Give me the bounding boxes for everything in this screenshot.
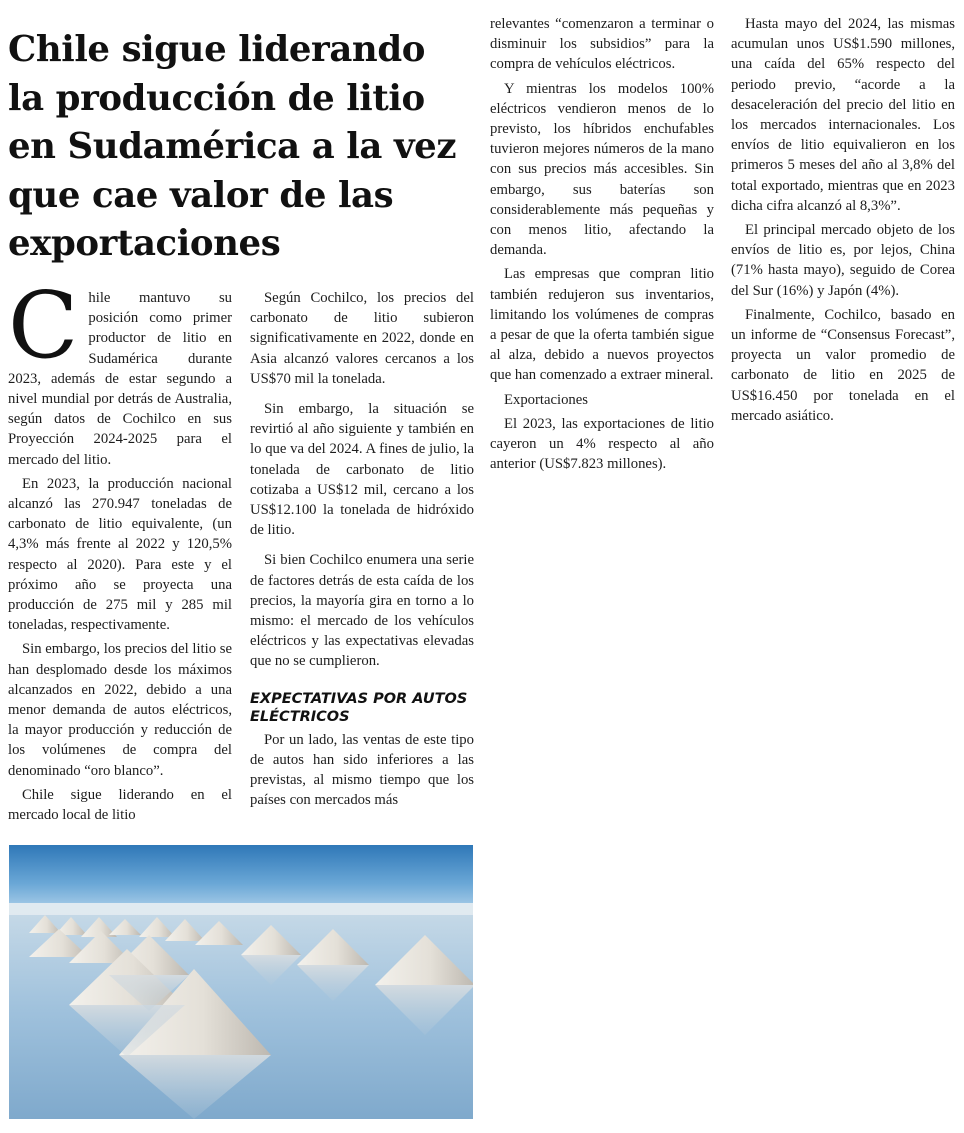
section-subheading: EXPECTATIVAS POR AUTOS ELÉCTRICOS <box>250 690 468 725</box>
section-label: Exportaciones <box>504 391 589 408</box>
headline: Chile sigue liderando la producción de litio en Sudamérica a la vez que cae valor de las exportaciones <box>8 29 457 264</box>
paragraph: Sin embargo, los precios del litio se han desplomado desde los máximos alcanzados en 2022, debido a una menor demanda de autos eléctricos, la mayor producción y reducción de los volúmenes de compra del denominado “oro blanco”. <box>8 641 232 779</box>
paragraph: Si bien Cochilco enumera una serie de factores detrás de esta caída de los precios, la mayoría gira en torno a lo mismo: el mercado de los vehículos eléctricos y las expectativas elevadas que no se cumplieron. <box>250 552 474 670</box>
paragraph: Por un lado, las ventas de este tipo de autos han sido inferiores a las previstas, al mismo tiempo que los países con mercados más <box>250 731 474 809</box>
paragraph: Según Cochilco, los precios del carbonato de litio subieron significativamente en 2022, donde en Asia alcanzó valores cercanos a los US$70 mil la tonelada. <box>250 290 474 387</box>
paragraph: El principal mercado objeto de los envíos de litio es, por lejos, China (71% hasta mayo), seguido de Corea del Sur (16%) y Japón (4%). <box>731 222 955 299</box>
paragraph: Las empresas que compran litio también redujeron sus inventarios, limitando los volúmenes de compras a pesar de que la oferta también sigue al alza, debido a nuevos proyectos que han comenzado a extraer mineral. <box>490 266 714 384</box>
drop-cap: C <box>8 272 79 379</box>
paragraph: Sin embargo, la situación se revirtió al año siguiente y también en lo que va del 2024. A fines de julio, la tonelada de carbonato de litio cotizaba a US$12 mil, cercano a los US$12.100 la tonelada de hidróxido de litio. <box>250 401 474 539</box>
article-column-1 <box>8 272 232 829</box>
article-column-2 <box>250 288 474 814</box>
article-column-3 <box>490 14 714 478</box>
paragraph: Finalmente, Cochilco, basado en un informe de “Consensus Forecast”, proyecta un valor promedio de carbonato de litio en 2025 de US$16.450 por tonelada en el mercado asiático. <box>731 306 955 424</box>
paragraph: Y mientras los modelos 100% eléctricos vendieron menos de lo previsto, los híbridos enchufables tuvieron mejores números de la mano con sus precios más accesibles. Sin embargo, sus baterías son considerablemente más pequeñas y con menos litio, afectando la demanda. <box>490 80 714 259</box>
paragraph-text: hile mantuvo su posición como primer productor de litio en Sudamérica durante 2023, además de estar segundo a nivel mundial por detrás de Australia, según datos de Cochilco en sus Proyección 2024-2025 para el mercado del litio. <box>8 290 232 468</box>
paragraph: Chile sigue liderando en el mercado local de litio <box>8 786 232 824</box>
paragraph <box>8 272 232 470</box>
article-column-4 <box>731 14 955 430</box>
salt-piles-icon <box>9 845 473 1119</box>
paragraph: Hasta mayo del 2024, las mismas acumulan unos US$1.590 millones, una caída del 65% respecto del periodo previo, “acorde a la desaceleración del precio del litio en los mercados internacionales. Los envíos de litio equivalieron en los primeros 5 meses del año al 3,8% del total exportado, mientras que en 2023 dicha cifra alcanzó al 8,3%”. <box>731 16 955 214</box>
paragraph: relevantes “comenzaron a terminar o disminuir los subsidios” para la compra de vehículos eléctricos. <box>490 16 714 73</box>
salt-flat-photo <box>9 845 473 1119</box>
paragraph: En 2023, la producción nacional alcanzó las 270.947 toneladas de carbonato de litio equivalente, (un 4,3% más frente al 2022 y 120,5% respecto al 2020). Para este y el próximo año se proyecta una producción de 275 mil y 285 mil toneladas, respectivamente. <box>8 475 232 634</box>
paragraph: El 2023, las exportaciones de litio cayeron un 4% respecto al año anterior (US$7.823 millones). <box>490 415 714 473</box>
